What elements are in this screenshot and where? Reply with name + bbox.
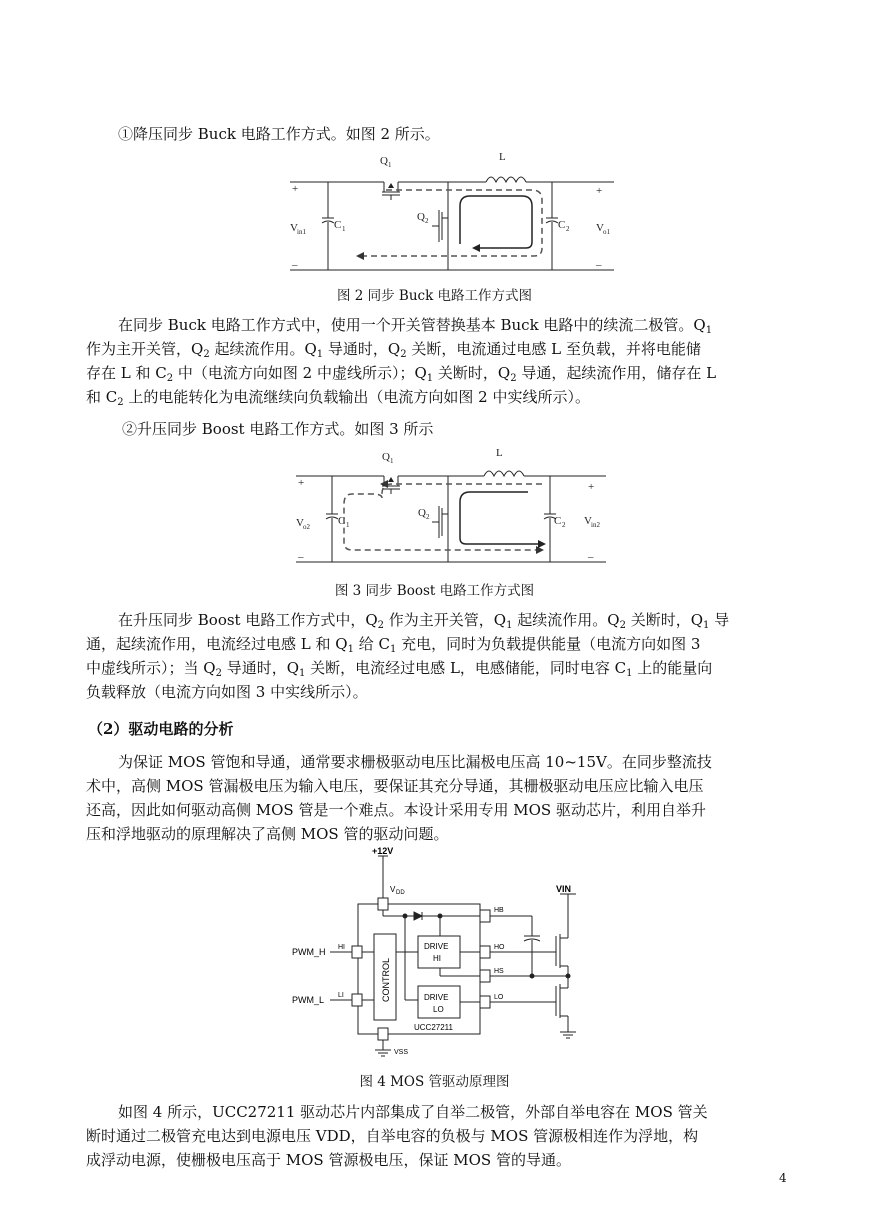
svg-text:HO: HO <box>494 944 505 951</box>
fig2-l-label: L <box>499 151 506 163</box>
svg-text:_: _ <box>596 255 602 267</box>
fig3-q1-label: Q <box>382 451 390 463</box>
fig4-pwm-h-label: PWM_H <box>292 947 326 957</box>
svg-text:LI: LI <box>338 992 344 999</box>
svg-text:+: + <box>292 183 299 195</box>
svg-text:1: 1 <box>342 225 346 233</box>
fig2-c1-label: C <box>334 219 342 231</box>
section-buck-title: ①降压同步 Buck 电路工作方式。如图 2 所示。 <box>118 125 440 143</box>
fig3-q2-label: Q <box>418 507 426 519</box>
svg-text:1: 1 <box>390 457 394 465</box>
svg-text:in1: in1 <box>297 228 306 236</box>
fig3-c2-label: C <box>554 515 562 527</box>
section-boost-title: ②升压同步 Boost 电路工作方式。如图 3 所示 <box>122 420 434 438</box>
svg-text:_: _ <box>292 255 298 267</box>
fig2-vo-label: V <box>596 222 604 234</box>
para-driver-line-2: 断时通过二极管充电达到电源电压 VDD，自举电容的负极与 MOS 管源极相连作为浮地，构 <box>86 1127 699 1145</box>
para-boost-line-4: 负载释放（电流方向如图 3 中实线所示）。 <box>86 683 368 701</box>
svg-text:2: 2 <box>562 521 566 529</box>
svg-text:o2: o2 <box>303 523 310 531</box>
para-boost-line-1: 在升压同步 Boost 电路工作方式中，$Q_2$ 作为主开关管，$Q_1$ 起续流作用。$Q_2$ 关断时，$Q_1$ 导 <box>118 611 730 631</box>
svg-text:2: 2 <box>566 225 570 233</box>
svg-text:o1: o1 <box>603 228 610 236</box>
para-buck-line-4: 和 $C_2$ 上的电能转化为电流继续向负载输出（电流方向如图 2 中实线所示）。 <box>86 388 590 408</box>
svg-text:HI: HI <box>433 954 441 963</box>
fig2-c2-label: C <box>558 219 566 231</box>
svg-text:+: + <box>588 481 595 493</box>
fig4-vdd-label: V <box>390 885 396 894</box>
svg-text:HI: HI <box>338 944 345 951</box>
svg-text:DRIVE: DRIVE <box>424 942 449 951</box>
para-boost-line-2: 通，起续流作用，电流经过电感 L 和 $Q_1$ 给 $C_1$ 充电，同时为负载提供能量（电流方向如图 3 <box>86 635 701 655</box>
fig3-c1-label: C <box>338 515 346 527</box>
svg-text:+: + <box>298 477 305 489</box>
fig2-q1-label: Q <box>380 155 388 167</box>
para-drive-line-4: 压和浮地驱动的原理解决了高侧 MOS 管的驱动问题。 <box>86 825 449 843</box>
section-drive-heading: （2）驱动电路的分析 <box>88 720 234 738</box>
fig4-control-label: CONTROL <box>381 957 391 1002</box>
para-boost-line-3: 中虚线所示）；当 $Q_2$ 导通时，$Q_1$ 关断，电流经过电感 L，电感储能，同时电容 $C_1$ 上的能量向 <box>86 659 713 679</box>
figure-4-mos-driver <box>290 846 590 1066</box>
figure-3-boost-circuit <box>288 444 614 572</box>
para-drive-line-3: 还高，因此如何驱动高侧 MOS 管是一个难点。本设计采用专用 MOS 驱动芯片，利用自举升 <box>86 801 706 819</box>
svg-text:HB: HB <box>494 907 504 914</box>
svg-text:1: 1 <box>346 521 350 529</box>
para-driver-line-1: 如图 4 所示，UCC27211 驱动芯片内部集成了自举二极管，外部自举电容在 MOS 管关 <box>118 1103 708 1121</box>
figure-2-buck-circuit <box>282 148 622 280</box>
svg-text:1: 1 <box>388 161 392 169</box>
figure-3-caption: 图 3 同步 Boost 电路工作方式图 <box>334 583 535 599</box>
para-drive-line-1: 为保证 MOS 管饱和导通，通常要求栅极驱动电压比漏极电压高 10~15V。在同步整流技 <box>118 753 712 771</box>
svg-text:DRIVE: DRIVE <box>424 993 449 1002</box>
para-buck-line-1: 在同步 Buck 电路工作方式中，使用一个开关管替换基本 Buck 电路中的续流二极管。$Q_1$ <box>118 316 713 336</box>
fig3-vo-label: V <box>296 517 304 529</box>
svg-text:_: _ <box>298 547 304 559</box>
fig4-vin-label: VIN <box>556 884 572 894</box>
figure-4-caption: 图 4 MOS 管驱动原理图 <box>359 1074 510 1090</box>
para-buck-line-2: 作为主开关管，$Q_2$ 起续流作用。$Q_1$ 导通时，$Q_2$ 关断，电流通过电感 L 至负载，并将电能储 <box>86 340 701 360</box>
svg-text:VSS: VSS <box>394 1049 409 1056</box>
para-drive-line-2: 术中，高侧 MOS 管漏极电压为输入电压，要保证其充分导通，其栅极驱动电压应比输入电压 <box>86 777 704 795</box>
fig2-q2-label: Q <box>417 211 425 223</box>
svg-text:_: _ <box>588 547 594 559</box>
svg-text:2: 2 <box>425 217 429 225</box>
svg-text:+: + <box>596 185 603 197</box>
fig3-vin-label: V <box>584 515 592 527</box>
svg-text:HS: HS <box>494 968 504 975</box>
figure-2-caption: 图 2 同步 Buck 电路工作方式图 <box>336 288 533 304</box>
page-number: 4 <box>779 1171 787 1185</box>
svg-text:LO: LO <box>494 994 504 1001</box>
para-driver-line-3: 成浮动电源，使栅极电压高于 MOS 管源极电压，保证 MOS 管的导通。 <box>86 1151 571 1169</box>
fig4-12v-label: +12V <box>372 846 394 856</box>
fig3-l-label: L <box>496 447 503 459</box>
svg-text:in2: in2 <box>591 521 600 529</box>
svg-text:2: 2 <box>426 513 430 521</box>
fig4-pwm-l-label: PWM_L <box>292 995 325 1005</box>
svg-text:DD: DD <box>396 890 405 896</box>
svg-text:LO: LO <box>433 1005 444 1014</box>
para-buck-line-3: 存在 L 和 $C_2$ 中（电流方向如图 2 中虚线所示）；$Q_1$ 关断时，$Q_2$ 导通，起续流作用，储存在 L <box>86 364 717 384</box>
fig4-chip-label: UCC27211 <box>414 1023 453 1032</box>
fig2-vin-label: V <box>290 222 298 234</box>
